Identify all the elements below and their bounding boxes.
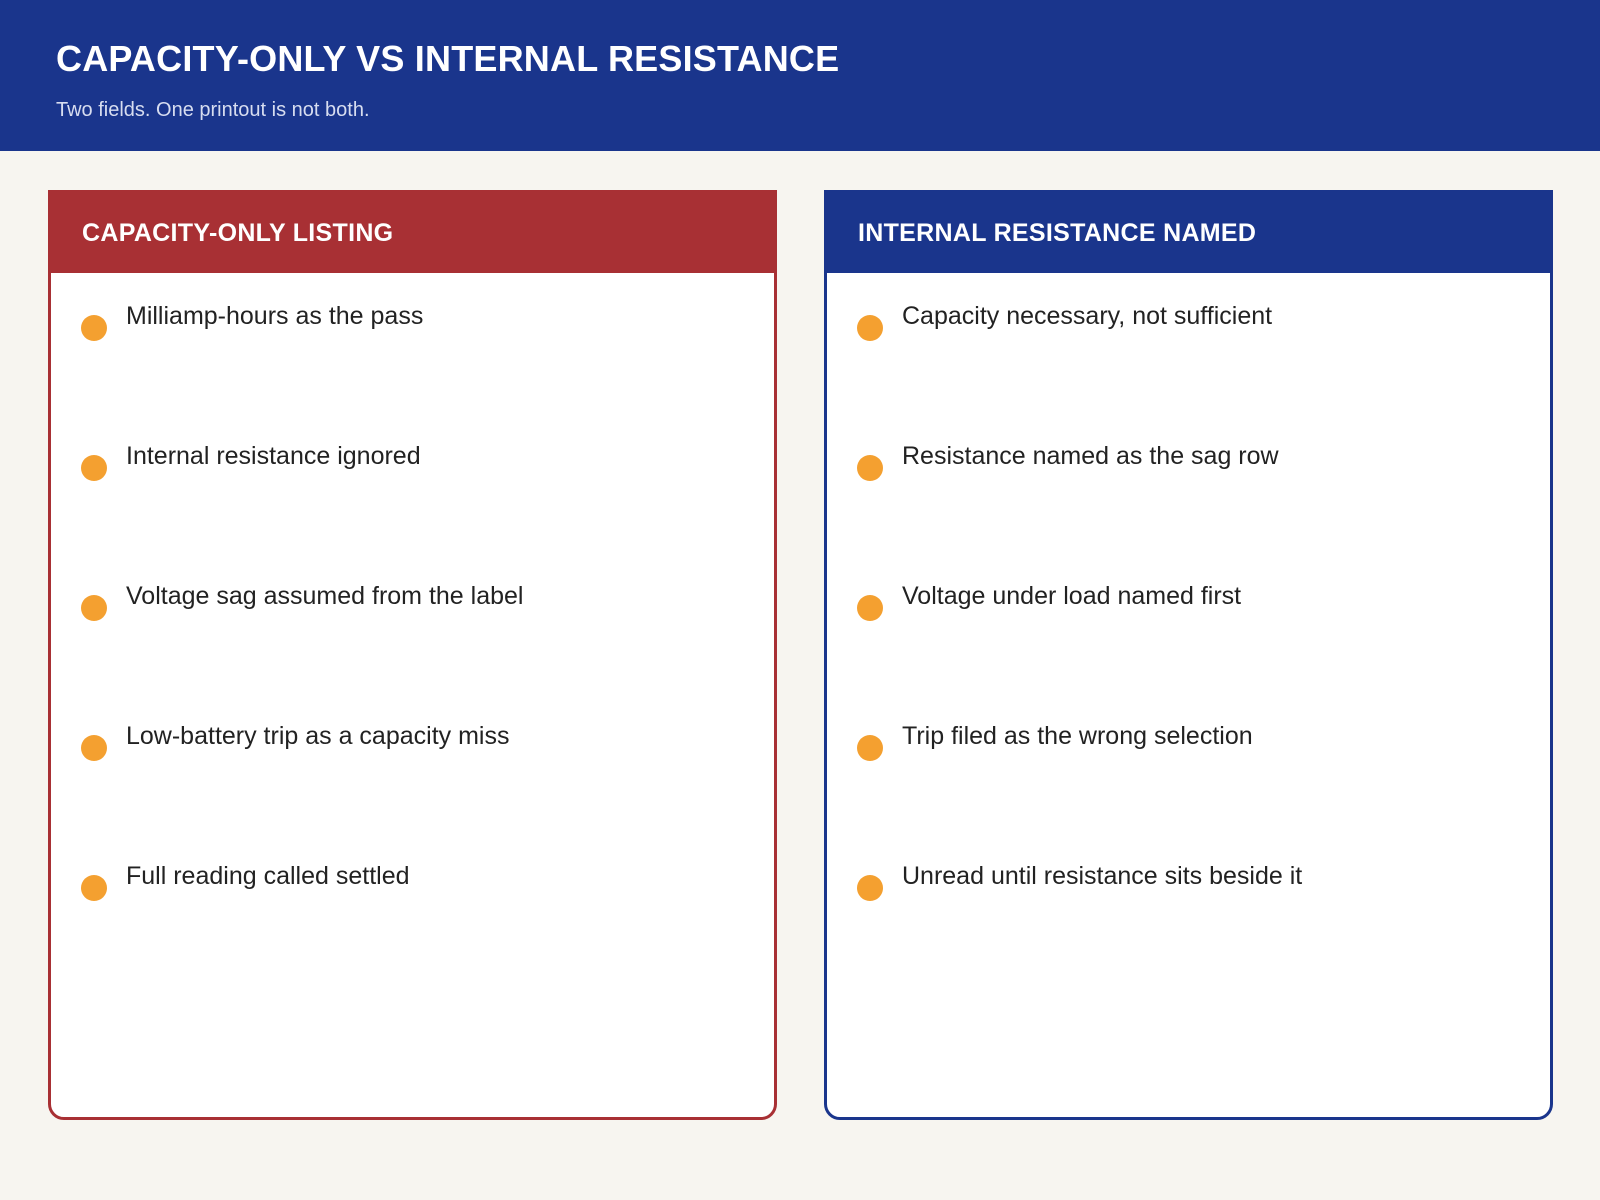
list-item [51,722,774,875]
list-item [827,442,1550,595]
capacity-only-panel-title: CAPACITY-ONLY LISTING [51,193,774,273]
list-item [827,302,1550,455]
list-item-text: Voltage under load named first [902,582,1242,610]
capacity-only-list [51,302,774,1015]
list-item-text: Unread until resistance sits beside it [902,862,1303,890]
list-item [51,302,774,455]
list-item-text: Voltage sag assumed from the label [126,582,524,610]
bullet-dot-icon [81,735,107,761]
list-item [827,582,1550,735]
bullet-dot-icon [857,455,883,481]
page-title: CAPACITY-ONLY VS INTERNAL RESISTANCE [56,38,840,79]
bullet-dot-icon [81,875,107,901]
list-item-text: Low-battery trip as a capacity miss [126,722,510,750]
internal-resistance-list [827,302,1550,1015]
page-subtitle: Two fields. One printout is not both. [56,99,370,121]
internal-resistance-panel [824,190,1553,1120]
header-banner [0,0,1600,151]
list-item [51,582,774,735]
bullet-dot-icon [81,455,107,481]
bullet-dot-icon [857,875,883,901]
list-item-text: Milliamp-hours as the pass [126,302,424,330]
internal-resistance-panel-title: INTERNAL RESISTANCE NAMED [827,193,1550,273]
list-item [827,722,1550,875]
list-item-text: Resistance named as the sag row [902,442,1279,470]
bullet-dot-icon [81,315,107,341]
list-item-text: Capacity necessary, not sufficient [902,302,1273,330]
list-item-text: Trip filed as the wrong selection [902,722,1253,750]
list-item [51,862,774,1015]
bullet-dot-icon [81,595,107,621]
bullet-dot-icon [857,735,883,761]
bullet-dot-icon [857,595,883,621]
bullet-dot-icon [857,315,883,341]
capacity-only-panel [48,190,777,1120]
list-item-text: Internal resistance ignored [126,442,421,470]
list-item [827,862,1550,1015]
list-item-text: Full reading called settled [126,862,410,890]
list-item [51,442,774,595]
